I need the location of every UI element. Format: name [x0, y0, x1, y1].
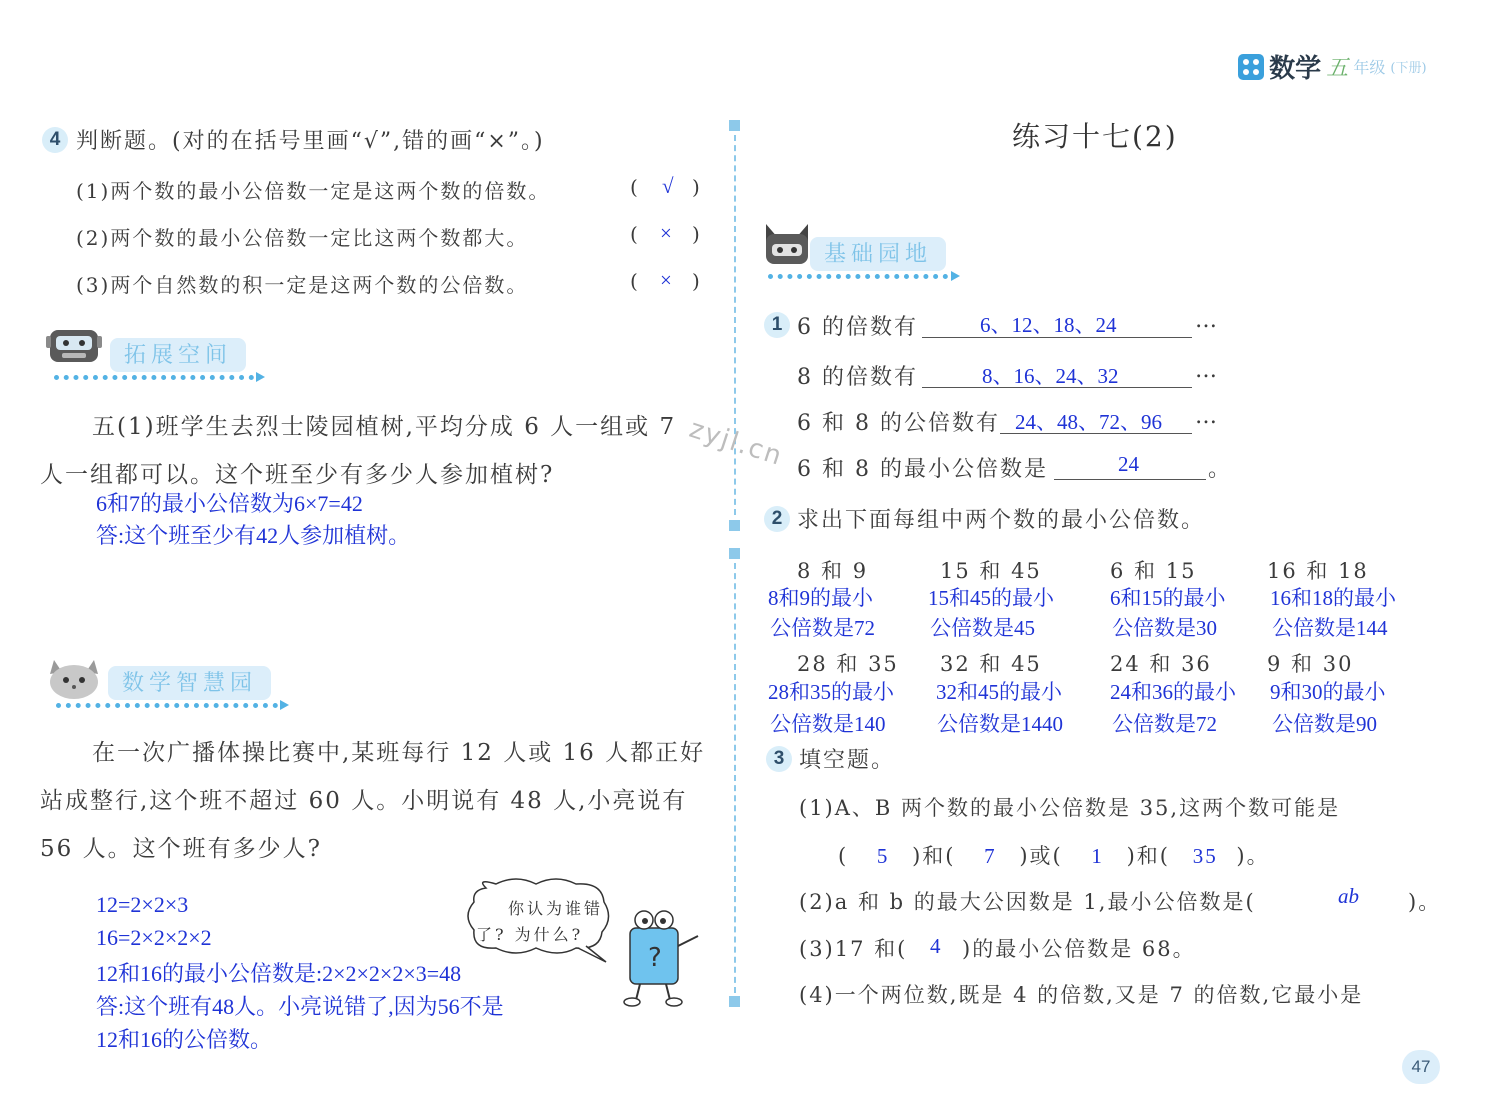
- wisdom-answer-line-4: 答:这个班有48人。小亮说错了,因为56不是: [96, 994, 504, 1019]
- page-number: 47: [1402, 1050, 1440, 1084]
- lcm-answer-6b: 公倍数是1440: [937, 712, 1063, 736]
- q3-part-1-line-2: [838, 840, 1270, 870]
- expand-dotted-rule: [54, 375, 254, 380]
- question-3-badge: 3: [766, 746, 792, 772]
- q1-row-3-label: 6 和 8 的公倍数有: [797, 411, 1000, 436]
- lcm-answer-1a: 8和9的最小: [768, 586, 873, 610]
- lcm-answer-5b: 公倍数是140: [770, 712, 886, 736]
- q3-part-4-text: (4)一个两位数,既是 4 的倍数,又是 7 的倍数,它最小是: [799, 983, 1364, 1007]
- q1-row-1-label: 6 的倍数有: [797, 315, 918, 340]
- judge-item-1: (1)两个数的最小公倍数一定是这两个数的倍数。: [76, 179, 551, 203]
- question-2-badge: 2: [764, 506, 790, 532]
- wisdom-answer-line-5: 12和16的公倍数。: [96, 1027, 273, 1052]
- lcm-pair-5: 28 和 35: [797, 652, 899, 676]
- expand-problem-line-2: 人一组都可以。这个班至少有多少人参加植树?: [40, 462, 555, 488]
- expand-section-title: 拓展空间: [110, 338, 246, 372]
- question-4-title: 判断题。(对的在括号里画“√”,错的画“×”。): [76, 129, 545, 154]
- q1-row-2-answer: 8、16、24、32: [982, 364, 1119, 388]
- question-4-badge: 4: [42, 127, 68, 153]
- exercise-title: 练习十七(2): [1012, 120, 1178, 153]
- lcm-pair-2: 15 和 45: [940, 559, 1042, 583]
- lcm-answer-7b: 公倍数是72: [1112, 712, 1217, 736]
- lcm-answer-2b: 公倍数是45: [930, 616, 1035, 640]
- bubble-line-2: 了? 为什么?: [476, 925, 584, 944]
- judge-answer-3: ×: [660, 268, 672, 292]
- cat-mascot-icon: [44, 652, 104, 702]
- lcm-answer-2a: 15和45的最小: [928, 586, 1054, 610]
- q1-row-1-answer: 6、12、18、24: [980, 313, 1117, 337]
- q3-p1-text: )或(: [1019, 844, 1063, 868]
- dotted-arrow-icon: [256, 372, 265, 382]
- divider-square: [729, 520, 740, 531]
- judge-open-1: (: [630, 175, 640, 199]
- judge-close-1: ): [692, 175, 702, 199]
- divider-square: [729, 996, 740, 1007]
- judge-open-2: (: [630, 222, 640, 246]
- q1-row-3-suffix: …: [1195, 404, 1219, 429]
- bubble-line-1: 你认为谁错: [508, 899, 604, 918]
- judge-answer-1: √: [662, 174, 674, 198]
- basic-dotted-rule: [768, 274, 948, 279]
- expand-answer-line-1: 6和7的最小公倍数为6×7=42: [96, 491, 363, 516]
- wisdom-section-title: 数学智慧园: [108, 666, 271, 700]
- book-title: 数学: [1269, 53, 1322, 83]
- q3-part-3-close: )的最小公倍数是 68。: [962, 937, 1196, 961]
- dotted-arrow-icon: [280, 700, 289, 710]
- lcm-answer-8b: 公倍数是90: [1272, 712, 1377, 736]
- q3-part-2-close: )。: [1408, 890, 1442, 914]
- lcm-answer-6a: 32和45的最小: [936, 680, 1062, 704]
- q3-p1-answer-2: 7: [984, 844, 997, 868]
- q1-row-4-blank: [1054, 479, 1206, 480]
- lcm-pair-3: 6 和 15: [1110, 559, 1197, 583]
- svg-text:?: ?: [648, 943, 662, 973]
- lcm-answer-4a: 16和18的最小: [1270, 586, 1396, 610]
- question-1-badge: 1: [764, 312, 790, 338]
- q1-row-4-answer: 24: [1118, 452, 1139, 476]
- grade-suffix: 年级: [1353, 58, 1386, 77]
- q3-part-1-line-1: (1)A、B 两个数的最小公倍数是 35,这两个数可能是: [799, 796, 1341, 820]
- q3-p1-answer-3: 1: [1091, 844, 1104, 868]
- dotted-arrow-icon: [951, 271, 960, 281]
- wisdom-problem-line-2: 站成整行,这个班不超过 60 人。小明说有 48 人,小亮说有: [40, 788, 688, 814]
- watermark: zyjl.cn: [685, 413, 787, 473]
- question-3-title: 填空题。: [799, 748, 896, 773]
- q1-row-2-suffix: …: [1195, 358, 1219, 383]
- badge-mascot-icon: [762, 220, 812, 272]
- q3-p1-text: (: [838, 844, 849, 868]
- lcm-pair-4: 16 和 18: [1267, 559, 1369, 583]
- q1-row-1-suffix: …: [1195, 308, 1219, 333]
- question-mark-character-icon: [610, 908, 706, 1008]
- q1-row-3-answer: 24、48、72、96: [1015, 410, 1162, 434]
- q1-row-4-suffix: 。: [1208, 457, 1233, 482]
- q3-part-3-text: (3)17 和(: [799, 937, 908, 961]
- judge-close-2: ): [692, 222, 702, 246]
- grade-label: 五: [1326, 56, 1349, 81]
- judge-open-3: (: [630, 269, 640, 293]
- volume-label: (下册): [1390, 61, 1427, 76]
- lcm-answer-1b: 公倍数是72: [770, 616, 875, 640]
- judge-answer-2: ×: [660, 221, 672, 245]
- header-logo: [1238, 48, 1427, 85]
- expand-answer-line-2: 答:这个班至少有42人参加植树。: [96, 523, 411, 548]
- q3-p1-text: )。: [1236, 844, 1270, 868]
- judge-item-3: (3)两个自然数的积一定是这两个数的公倍数。: [76, 273, 529, 297]
- logo-icon: [1238, 54, 1264, 80]
- wisdom-dotted-rule: [56, 703, 278, 708]
- lcm-answer-3a: 6和15的最小: [1110, 586, 1226, 610]
- lcm-pair-1: 8 和 9: [797, 559, 869, 583]
- wisdom-problem-line-3: 56 人。这个班有多少人?: [40, 836, 322, 862]
- wisdom-answer-line-1: 12=2×2×3: [96, 892, 189, 917]
- lcm-pair-7: 24 和 36: [1110, 652, 1212, 676]
- lcm-answer-3b: 公倍数是30: [1112, 616, 1217, 640]
- lcm-answer-5a: 28和35的最小: [768, 680, 894, 704]
- question-2-title: 求出下面每组中两个数的最小公倍数。: [797, 508, 1206, 533]
- basic-section-title: 基础园地: [810, 237, 946, 271]
- lcm-answer-8a: 9和30的最小: [1270, 680, 1386, 704]
- q3-p1-text: )和(: [1126, 844, 1170, 868]
- divider-square: [729, 548, 740, 559]
- wisdom-answer-line-3: 12和16的最小公倍数是:2×2×2×2×3=48: [96, 961, 462, 986]
- q1-row-4-label: 6 和 8 的最小公倍数是: [797, 457, 1048, 482]
- q3-part-2-text: (2)a 和 b 的最大公因数是 1,最小公倍数是(: [799, 890, 1256, 914]
- lcm-pair-6: 32 和 45: [940, 652, 1042, 676]
- lcm-answer-7a: 24和36的最小: [1110, 680, 1236, 704]
- lcm-pair-8: 9 和 30: [1267, 652, 1354, 676]
- q3-part-3-answer: 4: [930, 934, 941, 958]
- lcm-answer-4b: 公倍数是144: [1272, 616, 1388, 640]
- speech-bubble: [466, 878, 612, 954]
- judge-item-2: (2)两个数的最小公倍数一定比这两个数都大。: [76, 226, 529, 250]
- q3-part-2-answer: ab: [1338, 884, 1359, 908]
- page-divider: [734, 563, 736, 993]
- wisdom-problem-line-1: 在一次广播体操比赛中,某班每行 12 人或 16 人都正好: [92, 740, 706, 766]
- wisdom-answer-line-2: 16=2×2×2×2: [96, 925, 212, 950]
- q1-row-2-label: 8 的倍数有: [797, 365, 918, 390]
- q3-p1-answer-4: 35: [1192, 844, 1218, 868]
- robot-mascot-icon: [44, 322, 104, 370]
- judge-close-3: ): [692, 269, 702, 293]
- divider-square: [729, 120, 740, 131]
- expand-problem-line-1: 五(1)班学生去烈士陵园植树,平均分成 6 人一组或 7: [92, 414, 677, 440]
- q3-p1-text: )和(: [912, 844, 956, 868]
- q3-p1-answer-1: 5: [876, 844, 890, 868]
